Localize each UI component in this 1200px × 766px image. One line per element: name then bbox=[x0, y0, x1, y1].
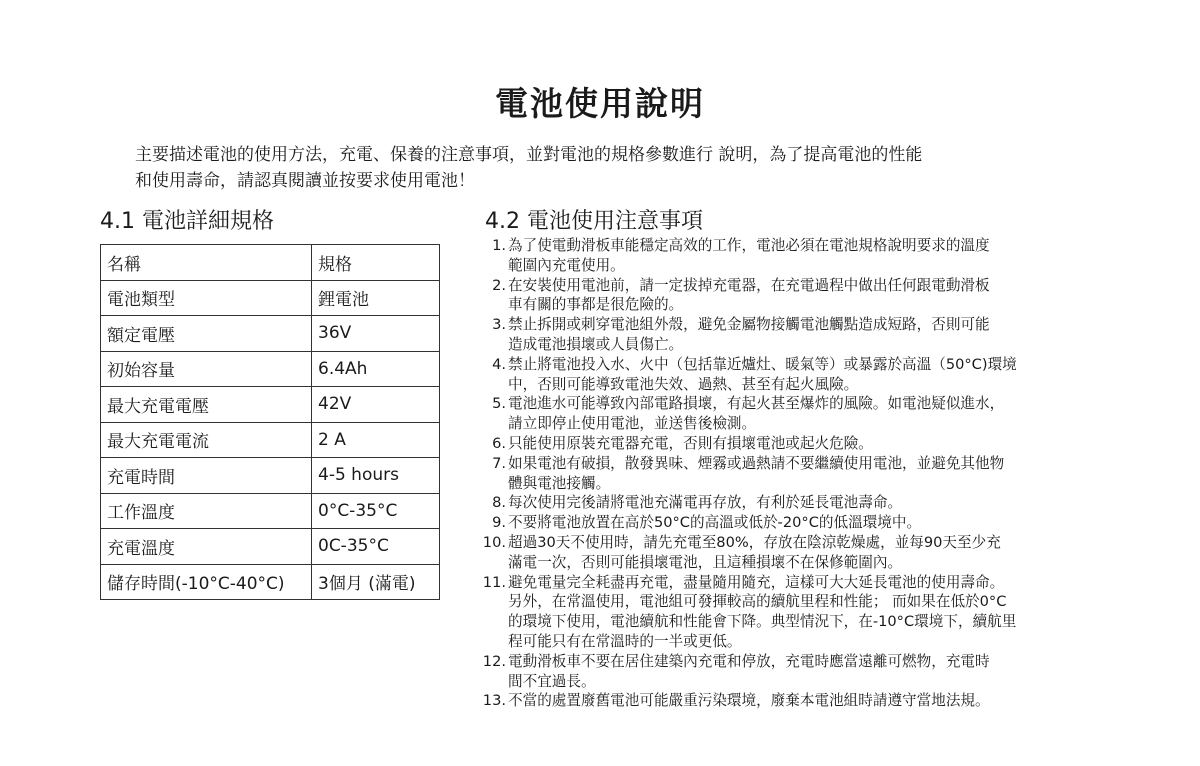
spec-name-cell: 充電時間 bbox=[101, 458, 312, 494]
list-item-line: 電動滑板車不要在居住建築內充電和停放，充電時應當遠離可燃物，充電時 bbox=[508, 652, 990, 670]
list-item bbox=[478, 276, 1108, 316]
list-item-text bbox=[508, 315, 1108, 355]
spec-name-cell: 最大充電電流 bbox=[101, 422, 312, 458]
spec-value-cell: 42V bbox=[312, 387, 440, 423]
list-item bbox=[478, 691, 1108, 711]
list-item-number: 11. bbox=[482, 573, 506, 591]
list-item-line: 程可能只有在常溫時的一半或更低。 bbox=[508, 632, 742, 650]
list-item-text bbox=[508, 691, 1108, 711]
list-item bbox=[478, 394, 1108, 434]
list-item-text bbox=[508, 394, 1108, 434]
list-item-line: 禁止將電池投入水、火中（包括靠近爐灶、暖氣等）或暴露於高溫（50°C)環境 bbox=[508, 355, 1017, 373]
list-item-number: 2. bbox=[492, 276, 506, 294]
table-row bbox=[101, 351, 440, 387]
list-item-line: 電池進水可能導致內部電路損壞，有起火甚至爆炸的風險。如電池疑似進水， bbox=[508, 395, 1005, 413]
list-item-number: 13. bbox=[482, 692, 506, 710]
list-item-line: 體與電池接觸。 bbox=[508, 474, 611, 492]
list-item bbox=[478, 236, 1108, 276]
table-row bbox=[101, 422, 440, 458]
list-item-line: 請立即停止使用電池，並送售後檢測。 bbox=[508, 415, 757, 433]
spec-value-cell: 4-5 hours bbox=[312, 458, 440, 494]
list-item-line: 不要將電池放置在高於50°C的高溫或低於-20°C的低溫環境中。 bbox=[508, 514, 922, 532]
list-item-line: 另外，在常溫使用，電池組可發揮較高的續航里程和性能； 而如果在低於0°C bbox=[508, 593, 1007, 611]
list-item-number: 1. bbox=[492, 237, 506, 254]
list-item-text bbox=[508, 434, 1108, 454]
list-item-line: 間不宜過長。 bbox=[508, 672, 596, 690]
list-item-text bbox=[508, 652, 1108, 692]
list-item-line: 避免電量完全耗盡再充電，盡量隨用隨充，這樣可大大延長電池的使用壽命。 bbox=[508, 573, 1005, 591]
list-item bbox=[478, 355, 1108, 395]
list-item bbox=[478, 652, 1108, 692]
spec-value-cell: 6.4Ah bbox=[312, 351, 440, 387]
list-item-text bbox=[508, 454, 1108, 494]
spec-name-cell: 電池類型 bbox=[101, 280, 312, 316]
table-row bbox=[101, 529, 440, 565]
list-item-text bbox=[508, 355, 1108, 395]
list-item-text bbox=[508, 236, 1108, 276]
list-item-line: 只能使用原裝充電器充電，否則有損壞電池或起火危險。 bbox=[508, 434, 873, 452]
list-item-line: 範圍內充電使用。 bbox=[508, 256, 625, 274]
page-title: 電池使用說明 bbox=[495, 84, 705, 123]
spec-name-cell: 初始容量 bbox=[101, 351, 312, 387]
spec-value-cell: 36V bbox=[312, 316, 440, 352]
list-item-line: 在安裝使用電池前，請一定拔掉充電器，在充電過程中做出任何跟電動滑板 bbox=[508, 276, 990, 294]
list-item bbox=[478, 454, 1108, 494]
list-item-line: 不當的處置廢舊電池可能嚴重污染環境，廢棄本電池組時請遵守當地法規。 bbox=[508, 692, 990, 710]
list-item-line: 如果電池有破損，散發異味、煙霧或過熱請不要繼續使用電池，並避免其他物 bbox=[508, 454, 1005, 472]
column-header-spec: 規格 bbox=[312, 245, 440, 281]
spec-value-cell: 鋰電池 bbox=[312, 280, 440, 316]
list-item bbox=[478, 434, 1108, 454]
list-item-text bbox=[508, 573, 1108, 652]
section-heading-precautions: 4.2 電池使用注意事項 bbox=[485, 209, 703, 234]
table-header-row bbox=[101, 245, 440, 281]
list-item-number: 4. bbox=[492, 355, 506, 373]
intro-paragraph bbox=[135, 142, 1095, 194]
spec-name-cell: 工作溫度 bbox=[101, 493, 312, 529]
list-item-line: 造成電池損壞或人員傷亡。 bbox=[508, 335, 684, 353]
list-item-text bbox=[508, 276, 1108, 316]
list-item-number: 5. bbox=[492, 395, 506, 413]
spec-name-cell: 儲存時間(-10°C-40°C) bbox=[101, 564, 312, 600]
list-item-number: 6. bbox=[492, 434, 506, 452]
intro-line: 和使用壽命，請認真閱讀並按要求使用電池！ bbox=[135, 171, 475, 191]
list-item-text bbox=[508, 533, 1108, 573]
list-item bbox=[478, 315, 1108, 355]
table-row bbox=[101, 458, 440, 494]
list-item bbox=[478, 573, 1108, 652]
list-item-text bbox=[508, 493, 1108, 513]
table-row bbox=[101, 280, 440, 316]
table-row bbox=[101, 564, 440, 600]
section-heading-specs: 4.1 電池詳細規格 bbox=[100, 209, 274, 234]
spec-value-cell: 2 A bbox=[312, 422, 440, 458]
list-item-text bbox=[508, 513, 1108, 533]
list-item-line: 為了使電動滑板車能穩定高效的工作，電池必須在電池規格說明要求的溫度 bbox=[508, 237, 990, 254]
table-row bbox=[101, 316, 440, 352]
list-item-line: 禁止拆開或刺穿電池組外殼，避免金屬物接觸電池觸點造成短路，否則可能 bbox=[508, 316, 990, 334]
list-item-number: 8. bbox=[492, 494, 506, 512]
list-item bbox=[478, 533, 1108, 573]
spec-name-cell: 最大充電電壓 bbox=[101, 387, 312, 423]
list-item bbox=[478, 493, 1108, 513]
list-item-line: 超過30天不使用時，請先充電至80%，存放在陰涼乾燥處，並每90天至少充 bbox=[508, 533, 1001, 551]
list-item-line: 滿電一次，否則可能損壞電池，且這種損壞不在保修範圍內。 bbox=[508, 553, 903, 571]
list-item-line: 中，否則可能導致電池失效、過熱、甚至有起火風險。 bbox=[508, 375, 859, 393]
column-header-name: 名稱 bbox=[101, 245, 312, 281]
intro-line: 主要描述電池的使用方法，充電、保養的注意事項，並對電池的規格參數進行 說明，為了提高電池的性能 bbox=[135, 145, 923, 165]
spec-table bbox=[100, 244, 440, 600]
spec-value-cell: 0C-35°C bbox=[312, 529, 440, 565]
list-item-number: 7. bbox=[492, 454, 506, 472]
spec-name-cell: 額定電壓 bbox=[101, 316, 312, 352]
list-item-number: 3. bbox=[492, 316, 506, 334]
table-row bbox=[101, 387, 440, 423]
list-item-line: 車有關的事都是很危險的。 bbox=[508, 296, 684, 314]
table-row bbox=[101, 493, 440, 529]
precautions-list bbox=[478, 236, 1108, 711]
list-item-number: 9. bbox=[492, 514, 506, 532]
spec-value-cell: 0°C-35°C bbox=[312, 493, 440, 529]
spec-value-cell: 3個月 (滿電) bbox=[312, 564, 440, 600]
list-item-number: 12. bbox=[482, 652, 506, 670]
list-item-line: 每次使用完後請將電池充滿電再存放，有利於延長電池壽命。 bbox=[508, 494, 903, 512]
list-item-line: 的環境下使用，電池續航和性能會下降。典型情況下，在-10°C環境下，續航里 bbox=[508, 613, 1017, 631]
list-item-number: 10. bbox=[482, 533, 506, 551]
list-item bbox=[478, 513, 1108, 533]
spec-name-cell: 充電溫度 bbox=[101, 529, 312, 565]
